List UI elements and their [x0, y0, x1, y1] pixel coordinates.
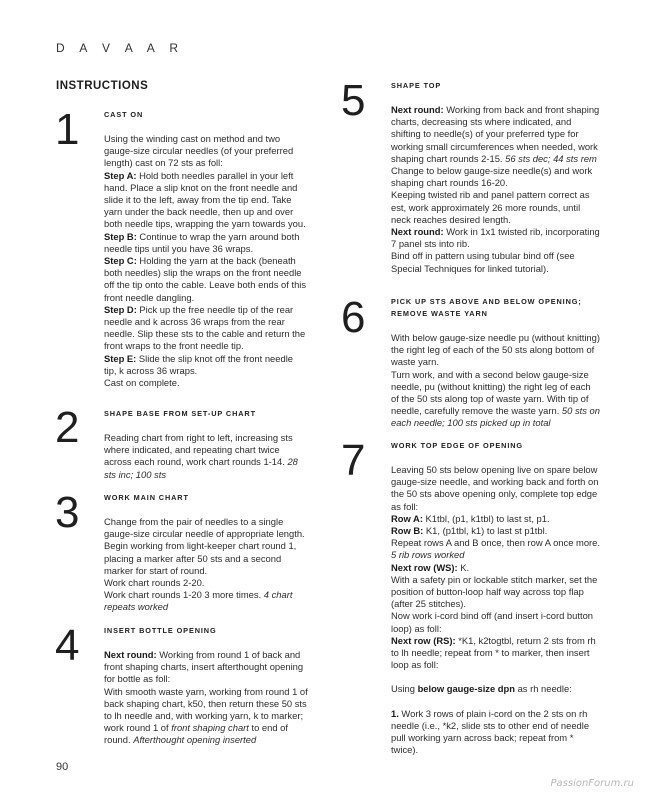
text: Hold both needles parallel in your left hand. Place a slip knot on the front needle and slide it to the left, away from the tip end. Take yarn under the back needle, then up and over both needle tips, wrapping the yarn towards you.: [104, 169, 306, 230]
paragraph: [104, 304, 308, 353]
step-number: 7: [341, 436, 366, 485]
step-content: [104, 408, 308, 481]
paragraph: [104, 353, 308, 377]
italic-note: 28 sts inc; 100 sts: [104, 456, 298, 480]
bold-label: Row B:: [391, 525, 424, 537]
italic-note: 5 rib rows worked: [391, 549, 465, 561]
step-number: 3: [55, 488, 80, 537]
section-heading: INSTRUCTIONS: [56, 80, 149, 92]
text: Using: [391, 683, 418, 695]
step-number: 5: [341, 76, 366, 125]
text: Work 3 rows of plain i-cord on the 2 sts on rh needle (i.e., *k2, slide sts to other end of needle pull working yarn across back; repeat from * twice).: [391, 707, 590, 756]
bold-label: below gauge-size dpn: [417, 683, 515, 695]
text: Turn work, and with a second below gauge-size needle, pu (without knitting) the right leg of each of the 50 sts along top of waste yarn. With tip of needle, carefully remove the waste yarn.: [391, 368, 591, 417]
paragraph: [391, 635, 601, 672]
paragraph: Change from the pair of needles to a single gauge-size circular needle of appropriate length. Begin working from light-keeper chart round 1, placing a marker after 50 sts and a second marker for start of round.: [104, 516, 305, 576]
step-content: [391, 296, 601, 430]
bold-label: Next round:: [391, 226, 444, 238]
paragraph: [391, 562, 601, 574]
text: as rh needle:: [514, 683, 572, 695]
italic-note: 50 sts on each needle; 100 sts picked up in total: [391, 405, 600, 429]
paragraph: [391, 708, 601, 757]
text: With smooth waste yarn, working from round 1 of back shaping chart, k50, then return these 50 sts to lh needle and, with working yarn, k to marker; work round 1 of: [104, 685, 308, 734]
step-number: 1: [55, 105, 80, 154]
step-title: SHAPE TOP: [391, 81, 442, 90]
paragraph: Bind off in pattern using tubular bind off (see Special Techniques for linked tutorial).: [391, 250, 575, 274]
step-title: WORK MAIN CHART: [104, 493, 189, 502]
paragraph: [104, 170, 308, 231]
bold-label: Step D:: [104, 303, 137, 315]
bold-label: Next round:: [104, 649, 157, 660]
paragraph: Work chart rounds 2-20.: [104, 577, 205, 589]
paragraph: [391, 683, 601, 695]
bold-label: Step E:: [104, 352, 137, 364]
step-number: 2: [55, 403, 80, 452]
step-content: [391, 440, 601, 756]
text: Work chart rounds 1-20 3 more times.: [104, 589, 264, 601]
step-content: [104, 492, 308, 614]
paragraph: [104, 686, 308, 747]
bold-label: Step B:: [104, 230, 137, 242]
paragraph: [104, 589, 308, 613]
bold-label: Next row (RS):: [391, 634, 456, 646]
title-line: REMOVE WASTE YARN: [391, 309, 488, 318]
text: Holding the yarn at the back (beneath both needles) slip the wraps on the front needle off the tip onto the cable. Leave both ends of this front needle dangling.: [104, 255, 307, 303]
italic-note: front shaping chart: [171, 722, 249, 734]
paragraph: [391, 104, 601, 165]
text: Repeat rows A and B once, then row A once more.: [391, 537, 600, 549]
text: to end of round.: [104, 722, 288, 746]
paragraph: Cast on complete.: [104, 377, 180, 389]
paragraph: Change to below gauge-size needle(s) and work shaping chart rounds 16-20.: [391, 165, 593, 189]
paragraph: [104, 255, 308, 304]
bold-label: Step A:: [104, 169, 137, 181]
bold-label: Step C:: [104, 255, 137, 267]
step-title: CAST ON: [104, 110, 144, 119]
italic-note: 56 sts dec; 44 sts rem: [505, 152, 597, 164]
text: *K1, k2togtbl, return 2 sts from rh to lh needle; repeat from * to marker, then insert loop as foll:: [391, 634, 596, 671]
text: Pick up the free needle tip of the rear needle and k across 36 wraps from the rear needle. Slip these sts to the cable and return the front wraps to the front needle tip.: [104, 303, 306, 352]
step-title: INSERT BOTTLE OPENING: [104, 626, 217, 635]
paragraph: [391, 513, 601, 525]
brand-title: D A V A A R: [56, 41, 185, 55]
bold-label: Next round:: [391, 104, 444, 115]
watermark: PassionForum.ru: [550, 778, 634, 789]
paragraph: With below gauge-size needle pu (without knitting) the right leg of each of the 50 sts along bottom of waste yarn.: [391, 332, 600, 368]
paragraph: Keeping twisted rib and panel pattern correct as est, work approximately 26 more rounds, until neck reaches desired length.: [391, 189, 590, 225]
step-content: [391, 80, 601, 275]
text: K.: [457, 561, 470, 573]
bold-label: 1.: [391, 707, 399, 719]
paragraph: With a safety pin or lockable stitch marker, set the position of button-loop half way across top flap (after 25 stitches).: [391, 573, 598, 610]
text: Work in 1x1 twisted rib, incorporating 7 panel sts into rib.: [391, 226, 600, 250]
step-number: 4: [55, 621, 80, 670]
text: Working from round 1 of back and front shaping charts, insert afterthought opening for bottle as foll:: [104, 649, 304, 685]
step-content: [104, 625, 308, 747]
paragraph: Using the winding cast on method and two gauge-size circular needles (of your preferred length) cast on 72 sts as foll:: [104, 133, 294, 169]
paragraph: Now work i-cord bind off (and insert i-cord button loop) as foll:: [391, 610, 594, 634]
step-title: [391, 296, 601, 320]
bold-label: Next row (WS):: [391, 561, 458, 573]
step-number: 6: [341, 293, 366, 342]
paragraph: [391, 525, 601, 537]
text: Reading chart from right to left, increasing sts where indicated, and repeating chart twice across each round, work chart rounds 1-14.: [104, 432, 293, 468]
paragraph: [391, 369, 601, 430]
text: Working from back and front shaping charts, decreasing sts where indicated, and shifting to needle(s) of your preferred type for working small circumferences when needed, work shaping chart rounds 2-15.: [391, 104, 600, 164]
paragraph: Leaving 50 sts below opening live on spare below gauge-size needle, and working back and forth on the 50 sts above opening only, complete top edge as foll:: [391, 464, 599, 512]
italic-note: 4 chart repeats worked: [104, 589, 293, 613]
text: K1, (p1tbl, k1) to last st p1tbl.: [423, 525, 548, 537]
step-title: WORK TOP EDGE OF OPENING: [391, 441, 524, 450]
step-title: SHAPE BASE FROM SET-UP CHART: [104, 409, 256, 418]
italic-note: Afterthought opening inserted: [133, 734, 257, 746]
text: Slide the slip knot off the front needle tip, k across 36 wraps.: [104, 352, 293, 376]
paragraph: [391, 226, 601, 250]
paragraph: [391, 537, 601, 561]
text: K1tbl, (p1, k1tbl) to last st, p1.: [422, 512, 550, 524]
bold-label: Row A:: [391, 512, 423, 524]
text: Continue to wrap the yarn around both needle tips until you have 36 wraps.: [104, 230, 300, 254]
paragraph: [104, 432, 308, 481]
title-line: PICK UP STS ABOVE AND BELOW OPENING;: [391, 297, 582, 306]
paragraph: [104, 649, 308, 686]
step-content: [104, 109, 308, 389]
paragraph: [104, 231, 308, 255]
page-number: 90: [56, 761, 69, 773]
